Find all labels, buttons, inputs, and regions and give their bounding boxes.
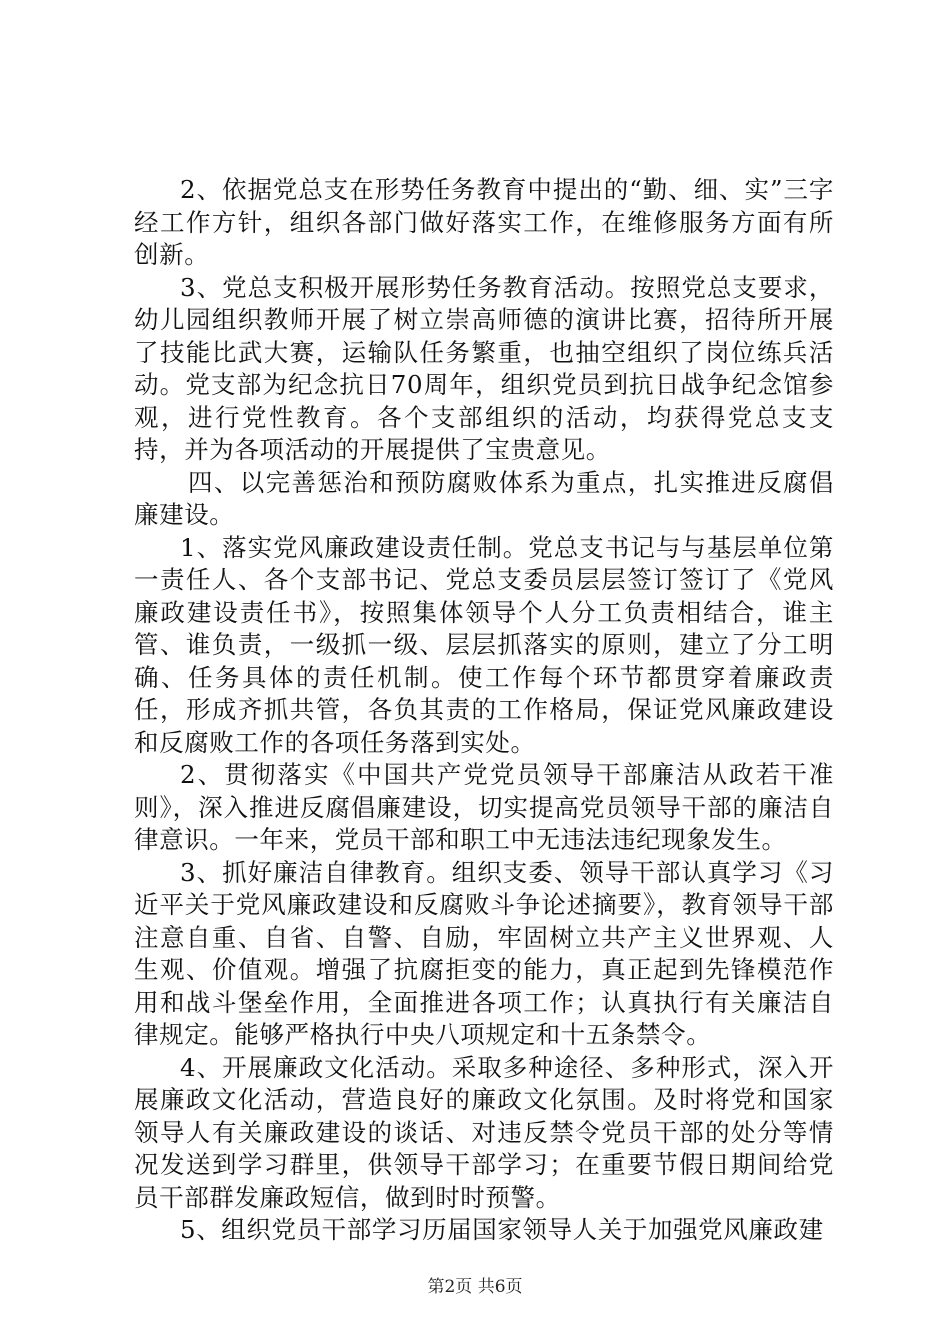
paragraph-item-1-responsibility-system: 1、落实党风廉政建设责任制。党总支书记与与基层单位第一责任人、各个支部书记、党总支委员层层签订签订了《党风廉政建设责任书》，按照集体领导个人分工负责相结合，谁主管、谁负责，一级抓一级、层层抓落实的原则，建立了分工明确、任务具体的责任机制。使工作每个环节都贯穿着廉政责任，形成齐抓共管，各负其责的工作格局，保证党风廉政建设和反腐败工作的各项任务落到实处。	[134, 532, 834, 757]
paragraph-item-2-implement-guidelines: 2、贯彻落实《中国共产党党员领导干部廉洁从政若干准则》，深入推进反腐倡廉建设，切实提高党员领导干部的廉洁自律意识。一年来，党员干部和职工中无违法违纪现象发生。	[134, 760, 834, 854]
document-body	[134, 174, 834, 1247]
section-heading-four: 四、以完善惩治和预防腐败体系为重点，扎实推进反腐倡廉建设。	[134, 467, 834, 529]
paragraph-item-3-education-activities: 3、党总支积极开展形势任务教育活动。按照党总支要求，幼儿园组织教师开展了树立崇高师德的演讲比赛，招待所开展了技能比武大赛，运输队任务繁重，也抽空组织了岗位练兵活动。党支部为纪念抗日70周年，组织党员到抗日战争纪念馆参观，进行党性教育。各个支部组织的活动，均获得党总支支持，并为各项活动的开展提供了宝贵意见。	[134, 272, 834, 464]
paragraph-item-2-dedicated-work: 2、依据党总支在形势任务教育中提出的“勤、细、实”三字经工作方针，组织各部门做好落实工作，在维修服务方面有所创新。	[134, 175, 834, 269]
page-number-footer: 第2页 共6页	[427, 1277, 523, 1297]
paragraph-item-4-integrity-culture: 4、开展廉政文化活动。采取多种途径、多种形式，深入开展廉政文化活动，营造良好的廉政文化氛围。及时将党和国家领导人有关廉政建设的谈话、对违反禁令党员干部的处分等情况发送到学习群里，供领导干部学习；在重要节假日期间给党员干部群发廉政短信，做到时时预警。	[134, 1052, 834, 1212]
paragraph-item-5-study: 5、组织党员干部学习历届国家领导人关于加强党风廉政建	[180, 1215, 824, 1244]
paragraph-item-3-self-discipline: 3、抓好廉洁自律教育。组织支委、领导干部认真学习《习近平关于党风廉政建设和反腐败斗争论述摘要》，教育领导干部注意自重、自省、自警、自励，牢固树立共产主义世界观、人生观、价值观。增强了抗腐拒变的能力，真正起到先锋模范作用和战斗堡垒作用，全面推进各项工作；认真执行有关廉洁自律规定。能够严格执行中央八项规定和十五条禁令。	[134, 857, 834, 1049]
